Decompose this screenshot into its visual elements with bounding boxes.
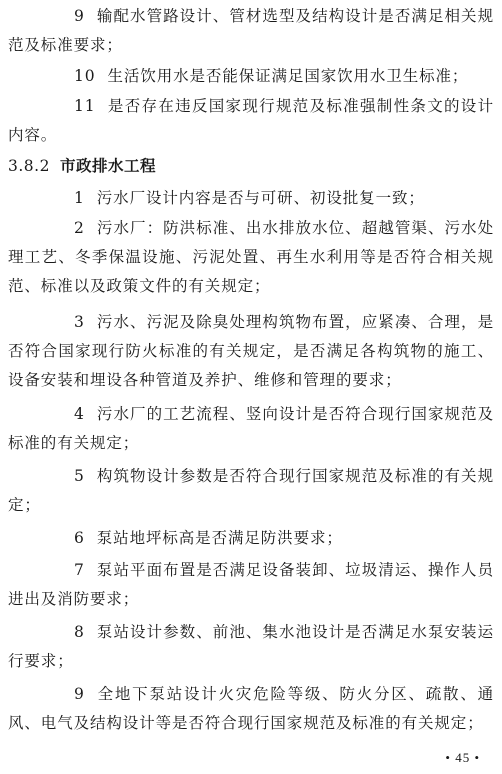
item-text: 输配水管路设计、管材选型及结构设计是否满足相关规范及标准要求； xyxy=(8,7,494,54)
list-item xyxy=(8,214,494,301)
item-number: 6 xyxy=(74,529,85,547)
list-item xyxy=(8,184,494,213)
section-title: 市政排水工程 xyxy=(59,157,156,175)
item-number: 9 xyxy=(74,685,85,703)
item-number: 5 xyxy=(74,467,85,485)
item-text: 构筑物设计参数是否符合现行国家规范及标准的有关规定； xyxy=(8,467,494,514)
item-text: 全地下泵站设计火灾危险等级、防火分区、疏散、通风、电气及结构设计等是否符合现行国家规范及标准的有关规定； xyxy=(8,685,494,732)
list-item xyxy=(8,524,494,553)
item-number: 8 xyxy=(74,623,85,641)
item-number: 2 xyxy=(74,219,85,237)
item-text: 泵站地坪标高是否满足防洪要求； xyxy=(96,529,343,547)
list-item xyxy=(8,308,494,395)
item-number: 4 xyxy=(74,405,85,423)
item-text: 污水厂设计内容是否与可研、初设批复一致； xyxy=(96,189,425,207)
item-number: 7 xyxy=(74,561,85,579)
list-item xyxy=(8,618,494,676)
item-text: 泵站平面布置是否满足设备装卸、垃圾清运、操作人员进出及消防要求； xyxy=(8,561,494,608)
list-item xyxy=(8,62,494,91)
list-item xyxy=(8,92,494,150)
item-number: 10 xyxy=(74,67,96,85)
item-number: 11 xyxy=(74,97,96,115)
item-text: 污水厂的工艺流程、竖向设计是否符合现行国家规范及标准的有关规定； xyxy=(8,405,494,452)
page-number: • 45 • xyxy=(445,750,480,765)
section-heading xyxy=(8,152,494,181)
item-number: 3 xyxy=(74,313,85,331)
item-text: 生活饮用水是否能保证满足国家饮用水卫生标准； xyxy=(107,67,469,85)
list-item xyxy=(8,2,494,60)
item-text: 是否存在违反国家现行规范及标准强制性条文的设计内容。 xyxy=(8,97,494,144)
item-text: 污水、污泥及除臭处理构筑物布置，应紧凑、合理，是否符合国家现行防火标准的有关规定，是否满足各构筑物的施工、设备安装和埋设各种管道及养护、维修和管理的要求； xyxy=(8,313,494,389)
list-item xyxy=(8,556,494,614)
list-item xyxy=(8,680,494,738)
section-number: 3.8.2 xyxy=(8,157,50,175)
list-item xyxy=(8,400,494,458)
list-item xyxy=(8,462,494,520)
item-text: 泵站设计参数、前池、集水池设计是否满足水泵安装运行要求； xyxy=(8,623,494,670)
item-number: 1 xyxy=(74,189,85,207)
item-text: 污水厂：防洪标准、出水排放水位、超越管渠、污水处理工艺、冬季保温设施、污泥处置、再生水利用等是否符合相关规范、标准以及政策文件的有关规定； xyxy=(8,219,494,295)
item-number: 9 xyxy=(74,7,85,25)
